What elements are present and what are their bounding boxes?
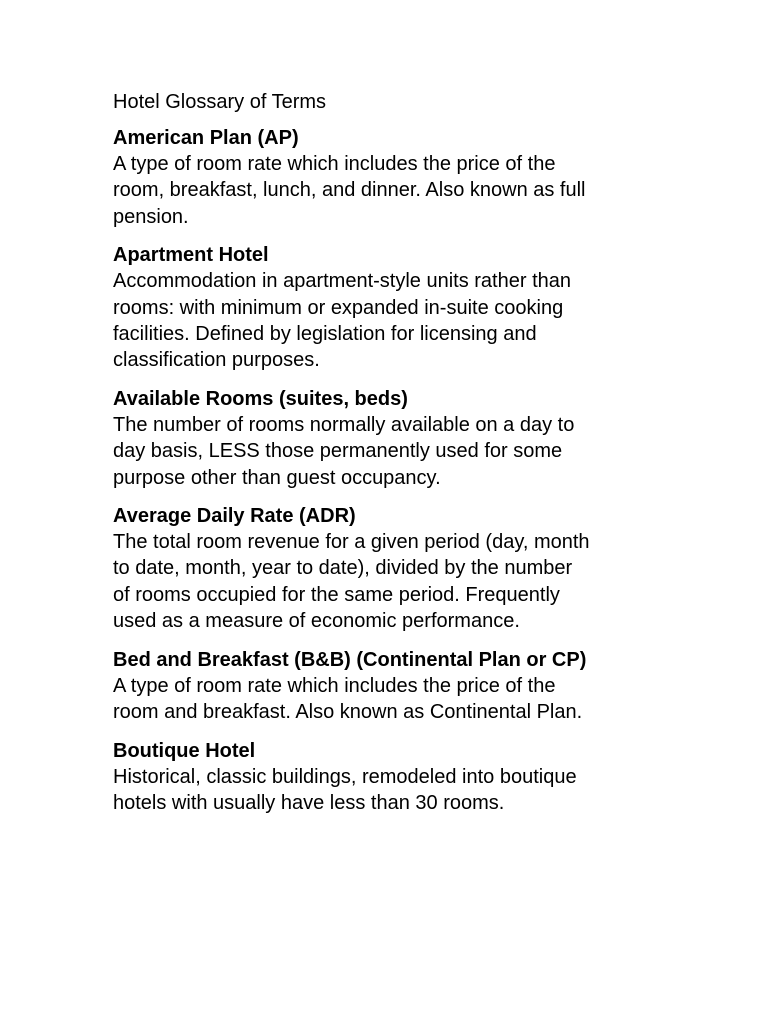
glossary-term: Apartment Hotel (113, 244, 269, 267)
glossary-term: Boutique Hotel (113, 739, 256, 762)
definition-line: The total room revenue for a given period (day, month (113, 531, 590, 554)
glossary-entry-available-rooms (113, 386, 753, 491)
glossary-definition (113, 268, 753, 374)
definition-line: The number of rooms normally available on a day to (113, 413, 575, 436)
glossary-term: Available Rooms (suites, beds) (113, 387, 408, 410)
definition-line: purpose other than guest occupancy. (113, 466, 441, 489)
definition-line: A type of room rate which includes the price of the (113, 674, 556, 697)
document-title: Hotel Glossary of Terms (113, 91, 327, 113)
definition-line: rooms: with minimum or expanded in-suite cooking (113, 296, 564, 319)
glossary-term: Average Daily Rate (ADR) (113, 505, 356, 528)
definition-line: classification purposes. (113, 349, 320, 372)
definition-line: of rooms occupied for the same period. Frequently (113, 583, 560, 606)
definition-line: room, breakfast, lunch, and dinner. Also known as full (113, 179, 586, 202)
definition-line: used as a measure of economic performance. (113, 610, 520, 633)
glossary-entry-american-plan (113, 125, 753, 230)
glossary-page (113, 89, 753, 828)
definition-line: day basis, LESS those permanently used for some (113, 440, 563, 463)
definition-line: Accommodation in apartment-style units rather than (113, 270, 571, 293)
definition-line: hotels with usually have less than 30 rooms. (113, 791, 505, 814)
glossary-definition (113, 764, 753, 817)
definition-line: Historical, classic buildings, remodeled into boutique (113, 765, 577, 788)
glossary-definition (113, 673, 753, 726)
glossary-term: Bed and Breakfast (B&B) (Continental Plan or CP) (113, 648, 587, 671)
glossary-definition (113, 151, 753, 230)
glossary-term: American Plan (AP) (113, 127, 299, 149)
glossary-definition (113, 529, 753, 635)
definition-line: A type of room rate which includes the price of the (113, 153, 556, 175)
definition-line: facilities. Defined by legislation for licensing and (113, 323, 537, 346)
definition-line: pension. (113, 205, 189, 228)
glossary-entry-average-daily-rate (113, 503, 753, 635)
glossary-entry-bed-and-breakfast (113, 647, 753, 726)
definition-line: to date, month, year to date), divided by the number (113, 557, 573, 580)
glossary-definition (113, 412, 753, 491)
glossary-entry-boutique-hotel (113, 738, 753, 817)
glossary-entry-apartment-hotel (113, 242, 753, 374)
definition-line: room and breakfast. Also known as Continental Plan. (113, 701, 583, 724)
